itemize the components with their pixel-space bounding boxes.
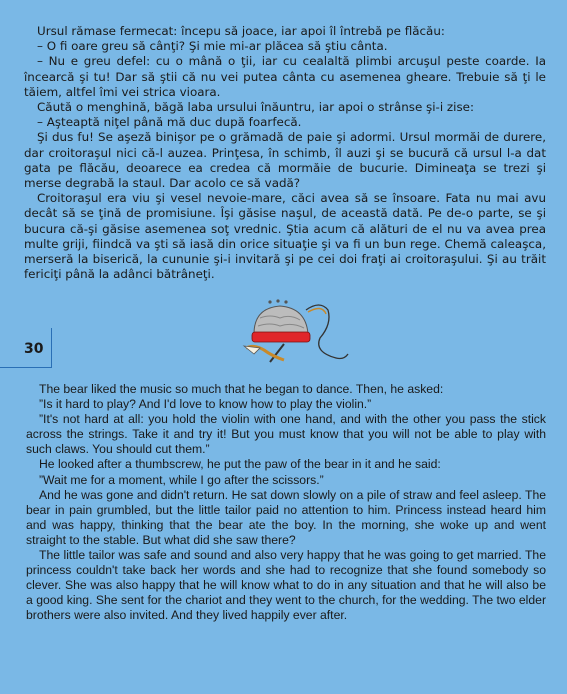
ro-paragraph: – Aşteaptă niţel până mă duc după foarfecă. [37,115,302,130]
violin-bow-illustration [240,296,350,370]
en-paragraph: ”Wait me for a moment, while I go after the scissors.” [39,472,324,487]
en-paragraph: He looked after a thumbscrew, he put the paw of the bear in it and he said: [39,457,441,472]
en-paragraph: And he was gone and didn't return. He sat down slowly on a pile of straw and feel asleep. The bear in pain grumbled, but the little tailor paid no attention to him. Princess instead heard him and was happy, thinking that the bear ate the boy. In the morning, she woke up and went straight to the stable. But what did she saw there? [26,487,546,547]
romanian-text [24,24,546,282]
english-text [26,382,546,624]
en-paragraph: The little tailor was safe and sound and also very happy that he was going to get married. The princess couldn't take back her words and she had to recognize that she found somebody so clever. She was also happy that he will know what to do in any situation and that he will also be a good king. She sent for the chariot and they went to the church, for the wedding. The two elder brothers were also invited. And they lived happily ever after. [26,548,546,623]
ro-paragraph: Şi dus fu! Se aşeză binişor pe o grămadă de paie şi adormi. Ursul mormăi de durere, dar croitoraşul nici că-l auzea. Prinţesa, în schimb, îl auzi şi se bucură că ursul l-a dat gata pe flăcău, deoarece ea credea că mormăie de bucurie. Dimineaţa se trezi şi merse degrabă la staul. Dar acolo ce să vadă? [24,130,546,191]
en-paragraph: ”It's not hard at all: you hold the violin with one hand, and with the other you pass the stick across the strings. Take it and try it! But you must know that you will not be able to play with such claws. You should cut them.” [26,412,546,457]
tool-illustration-icon [240,296,350,366]
en-paragraph: The bear liked the music so much that he began to dance. Then, he asked: [39,382,444,396]
page-number-box [0,328,52,368]
ro-paragraph: Căută o menghină, băgă laba ursului înăuntru, iar apoi o strânse şi-i zise: [37,100,474,115]
ro-paragraph: – O fi oare greu să cânţi? Şi mie mi-ar plăcea să ştiu cânta. [37,39,388,54]
ro-paragraph: Croitoraşul era viu şi vesel nevoie-mare, căci avea să se însoare. Fata nu mai avu decât să se ţină de promisiune. Îşi găsise naşul, de această dată. Pe de-o parte, se şi bucura că-şi găsise asemenea soţ vrednic. Ştia acum că alături de el nu va avea prea multe griji, fiindcă va şti să iasă din orice situaţie şi va fi un bun rege. Chemă caleaşca, merseră la biserică, la cununie şi-i invitară şi pe cei doi fraţi ai croitoraşului. Şi au trăit fericiţi până la adânci bătrâneţi. [24,191,546,282]
page-number: 30 [24,341,44,357]
ro-paragraph: Ursul rămase fermecat: începu să joace, iar apoi îl întrebă pe flăcău: [37,24,445,38]
ro-paragraph: – Nu e greu defel: cu o mână o ţii, iar cu cealaltă plimbi arcuşul peste coarde. Ia încearcă şi tu! Dar să ştii că nu vei putea cânta cu asemenea gheare. Trebuie să ţi le tăiem, altfel îmi vei strica vioara. [24,54,546,99]
en-paragraph: ”Is it hard to play? And I'd love to know how to play the violin.” [39,397,372,412]
